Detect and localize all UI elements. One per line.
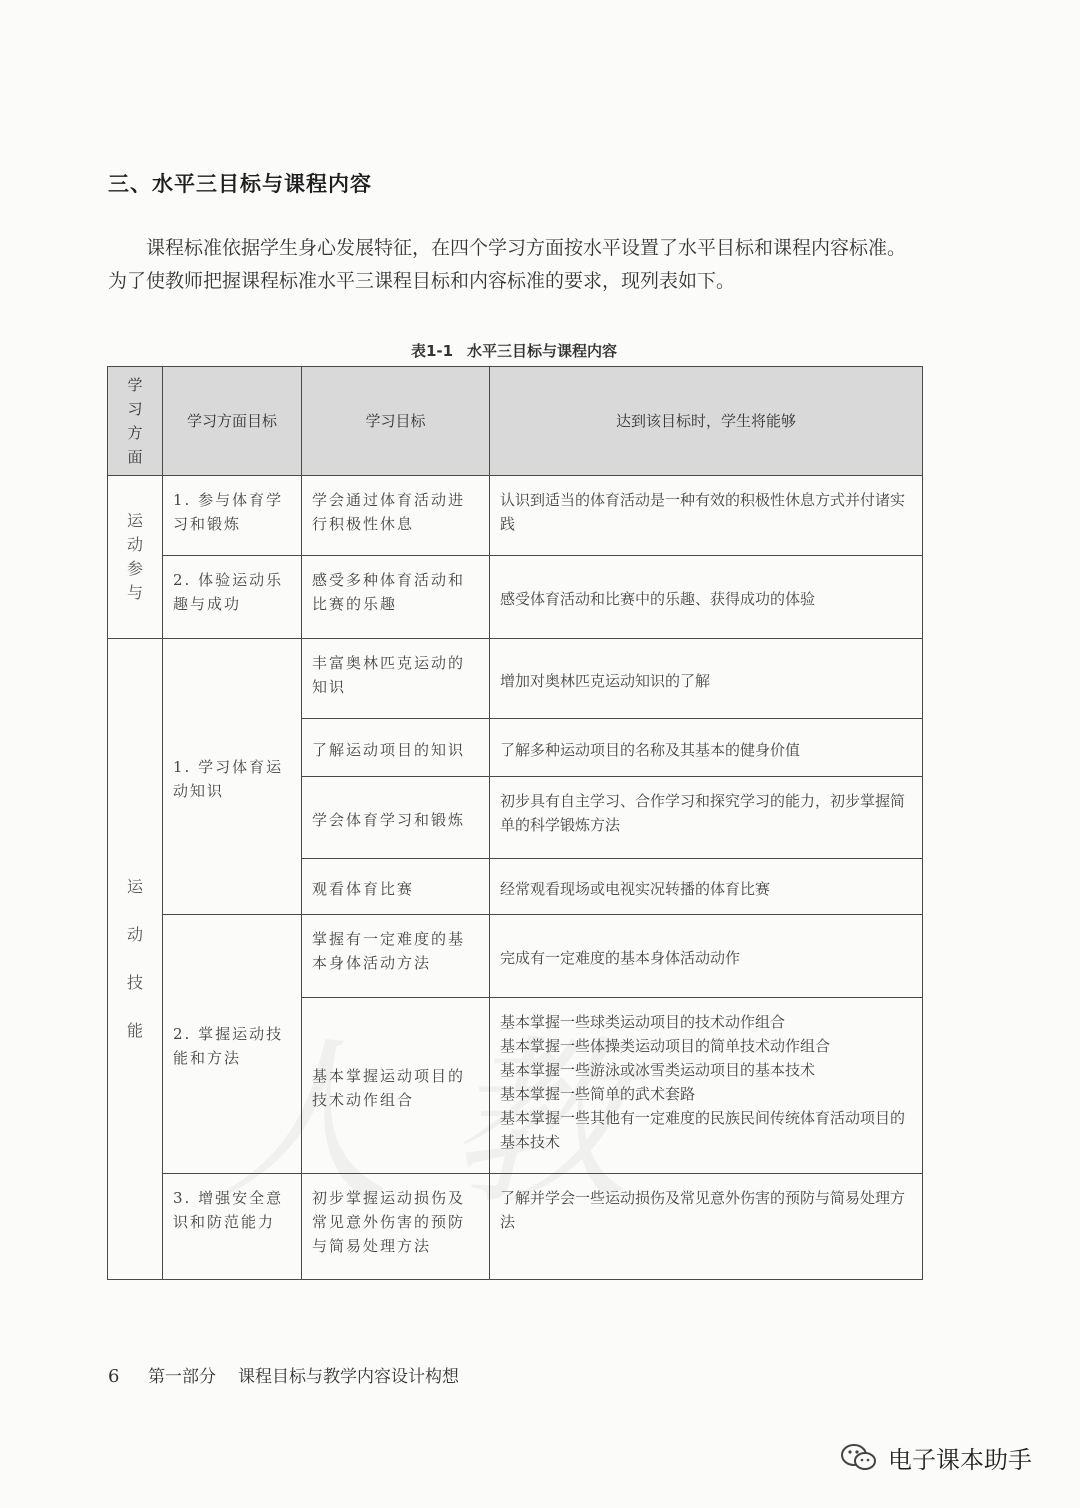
goal-cell: 学会通过体育活动进行积极性休息 (302, 476, 490, 556)
wechat-icon (840, 1442, 878, 1474)
goal-cell: 掌握有一定难度的基本身体活动方法 (302, 915, 490, 998)
intro-paragraph: 课程标准依据学生身心发展特征，在四个学习方面按水平设置了水平目标和课程内容标准。为了使教师把握课程标准水平三课程目标和内容标准的要求，现列表如下。 (108, 237, 907, 292)
table-caption (0, 340, 1028, 361)
table-row (108, 476, 923, 556)
area-cell: 运动参与 (108, 476, 163, 639)
goal-cell: 基本掌握运动项目的技术动作组合 (302, 998, 490, 1174)
table-header-row (108, 367, 923, 476)
goals-table (107, 366, 923, 1280)
page-footer (108, 1362, 459, 1387)
table-row (108, 1174, 923, 1280)
table-row (108, 556, 923, 639)
goal-cell: 观看体育比赛 (302, 859, 490, 915)
ability-cell: 经常观看现场或电视实况转播的体育比赛 (490, 859, 923, 915)
header-ability: 达到该目标时，学生将能够 (490, 367, 923, 476)
table-row (108, 915, 923, 998)
goal-cell: 学会体育学习和锻炼 (302, 777, 490, 859)
ability-cell: 感受体育活动和比赛中的乐趣、获得成功的体验 (490, 556, 923, 639)
brand-watermark (840, 1440, 1032, 1475)
aspect-cell: 1. 学习体育运动知识 (163, 639, 302, 915)
ability-line: 基本掌握一些球类运动项目的技术动作组合 (500, 1013, 786, 1031)
page-number: 6 (108, 1366, 120, 1387)
ability-cell: 认识到适当的体育活动是一种有效的积极性休息方式并付诸实践 (490, 476, 923, 556)
section-title: 三、水平三目标与课程内容 (108, 172, 372, 196)
ability-line: 基本掌握一些体操类运动项目的简单技术动作组合 (500, 1037, 831, 1055)
ability-cell: 了解并学会一些运动损伤及常见意外伤害的预防与简易处理方法 (490, 1174, 923, 1280)
ability-cell: 初步具有自主学习、合作学习和探究学习的能力，初步掌握简单的科学锻炼方法 (490, 777, 923, 859)
footer-title: 课程目标与教学内容设计构想 (238, 1367, 459, 1387)
aspect-cell: 2. 体验运动乐趣与成功 (163, 556, 302, 639)
table-row (108, 639, 923, 719)
aspect-cell: 2. 掌握运动技能和方法 (163, 915, 302, 1174)
area-cell: 运动技能 (108, 639, 163, 1280)
ability-cell: 增加对奥林匹克运动知识的了解 (490, 639, 923, 719)
ability-line: 基本掌握一些简单的武术套路 (500, 1085, 696, 1103)
ability-line: 基本掌握一些游泳或冰雪类运动项目的基本技术 (500, 1061, 816, 1079)
table-caption-number: 表1-1 (410, 342, 454, 360)
goal-cell: 感受多种体育活动和比赛的乐趣 (302, 556, 490, 639)
aspect-cell: 3. 增强安全意识和防范能力 (163, 1174, 302, 1280)
table-caption-title: 水平三目标与课程内容 (467, 342, 618, 360)
header-aspect-goal: 学习方面目标 (163, 367, 302, 476)
header-learning-goal: 学习目标 (302, 367, 490, 476)
ability-cell: 完成有一定难度的基本身体活动动作 (490, 915, 923, 998)
goal-cell: 初步掌握运动损伤及常见意外伤害的预防与简易处理方法 (302, 1174, 490, 1280)
ability-cell: 了解多种运动项目的名称及其基本的健身价值 (490, 719, 923, 777)
header-area: 学习方面 (108, 367, 163, 476)
goal-cell: 丰富奥林匹克运动的知识 (302, 639, 490, 719)
aspect-cell: 1. 参与体育学习和锻炼 (163, 476, 302, 556)
brand-name: 电子课本助手 (888, 1446, 1032, 1474)
ability-cell (490, 998, 923, 1174)
footer-part: 第一部分 (148, 1367, 216, 1387)
ability-line: 基本掌握一些其他有一定难度的民族民间传统体育活动项目的基本技术 (500, 1109, 906, 1151)
goal-cell: 了解运动项目的知识 (302, 719, 490, 777)
